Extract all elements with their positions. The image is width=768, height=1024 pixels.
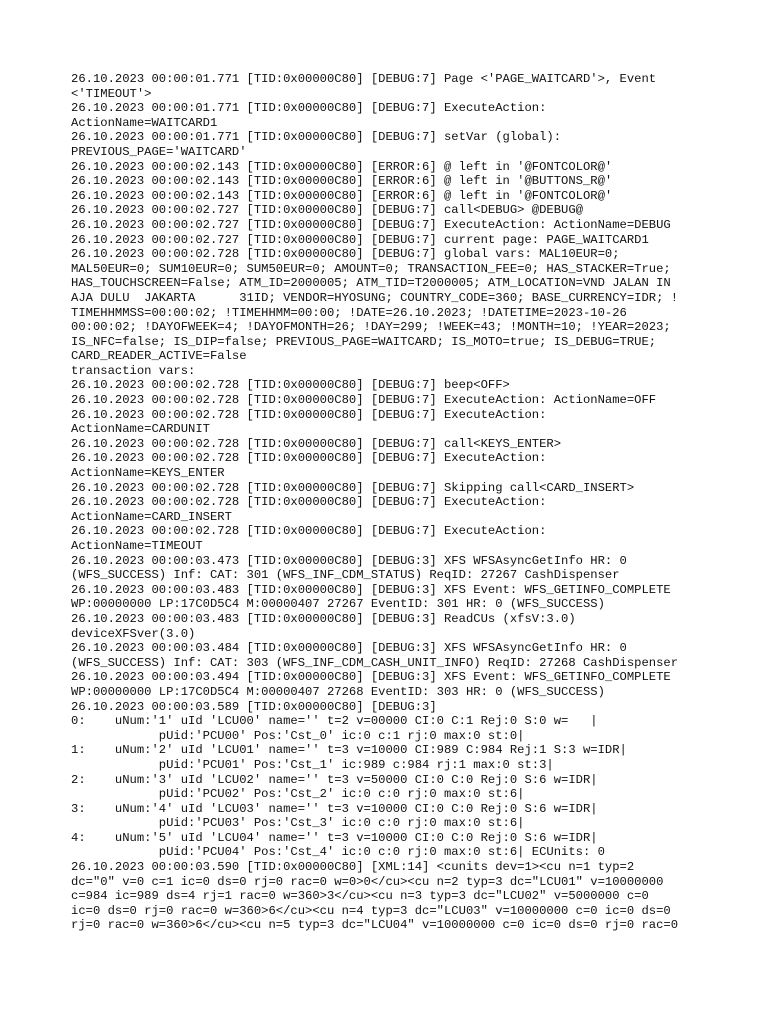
log-line: 26.10.2023 00:00:02.728 [TID:0x00000C80] [DEBUG:7] ExecuteAction: xyxy=(71,495,547,510)
log-line: ActionName=TIMEOUT xyxy=(71,539,203,553)
log-line: 0: uNum:'1' uId 'LCU00' name='' t=2 v=00000 CI:0 C:1 Rej:0 S:0 w= | xyxy=(71,714,598,729)
log-line: WP:00000000 LP:17C0D5C4 M:00000407 27268 EventID: 303 HR: 0 (WFS_SUCCESS) xyxy=(71,684,605,699)
log-line: 26.10.2023 00:00:01.771 [TID:0x00000C80] [DEBUG:7] Page <'PAGE_WAITCARD'>, Event xyxy=(71,72,657,86)
log-line: ActionName=WAITCARD1 xyxy=(71,115,218,130)
log-line: 26.10.2023 00:00:03.590 [TID:0x00000C80] [XML:14] <cunits dev=1><cu n=1 typ=2 xyxy=(71,860,635,875)
log-line: 26.10.2023 00:00:01.771 [TID:0x00000C80] [DEBUG:7] ExecuteAction: xyxy=(71,101,547,116)
log-line: rj=0 rac=0 w=360>6</cu><cu n=5 typ=3 dc="LCU04" v=10000000 c=0 ic=0 ds=0 rj=0 rac=0 xyxy=(71,918,679,933)
log-line: ActionName=KEYS_ENTER xyxy=(71,466,225,481)
log-line: 26.10.2023 00:00:03.494 [TID:0x00000C80] [DEBUG:3] XFS Event: WFS_GETINFO_COMPLETE xyxy=(71,670,671,685)
log-line: IS_NFC=false; IS_DIP=false; PREVIOUS_PAGE=WAITCARD; IS_MOTO=true; IS_DEBUG=TRUE; xyxy=(71,334,657,349)
log-line: PREVIOUS_PAGE='WAITCARD' xyxy=(71,144,247,159)
log-line: 26.10.2023 00:00:02.727 [TID:0x00000C80] [DEBUG:7] current page: PAGE_WAITCARD1 xyxy=(71,232,649,247)
log-line: pUid:'PCU02' Pos:'Cst_2' ic:0 c:0 rj:0 max:0 st:6| xyxy=(71,787,525,802)
log-line: (WFS_SUCCESS) Inf: CAT: 303 (WFS_INF_CDM_CASH_UNIT_INFO) ReqID: 27268 CashDispenser xyxy=(71,655,679,670)
log-line: 26.10.2023 00:00:03.473 [TID:0x00000C80] [DEBUG:3] XFS WFSAsyncGetInfo HR: 0 xyxy=(71,553,627,568)
log-line: TIMEHHMMSS=00:00:02; !TIMEHHMM=00:00; !DATE=26.10.2023; !DATETIME=2023-10-26 xyxy=(71,305,627,320)
log-line: 26.10.2023 00:00:02.728 [TID:0x00000C80] [DEBUG:7] call<KEYS_ENTER> xyxy=(71,436,562,451)
log-line: CARD_READER_ACTIVE=False xyxy=(71,349,247,364)
log-line: 26.10.2023 00:00:01.771 [TID:0x00000C80] [DEBUG:7] setVar (global): xyxy=(71,130,562,145)
log-line: 26.10.2023 00:00:03.589 [TID:0x00000C80] [DEBUG:3] xyxy=(71,699,437,714)
log-line: 1: uNum:'2' uId 'LCU01' name='' t=3 v=10000 CI:989 C:984 Rej:1 S:3 w=IDR| xyxy=(71,743,627,758)
log-line: AJA DULU JAKARTA 31ID; VENDOR=HYOSUNG; COUNTRY_CODE=360; BASE_CURRENCY=IDR; ! xyxy=(71,290,679,305)
log-line: 2: uNum:'3' uId 'LCU02' name='' t=3 v=50000 CI:0 C:0 Rej:0 S:6 w=IDR| xyxy=(71,772,598,787)
log-line: (WFS_SUCCESS) Inf: CAT: 301 (WFS_INF_CDM_STATUS) ReqID: 27267 CashDispenser xyxy=(71,568,620,583)
log-line: 26.10.2023 00:00:02.728 [TID:0x00000C80] [DEBUG:7] ExecuteAction: ActionName=OFF xyxy=(71,393,657,408)
log-line: <'TIMEOUT'> xyxy=(71,86,152,101)
log-line: 26.10.2023 00:00:02.728 [TID:0x00000C80] [DEBUG:7] ExecuteAction: xyxy=(71,524,547,539)
log-line: 4: uNum:'5' uId 'LCU04' name='' t=3 v=10000 CI:0 C:0 Rej:0 S:6 w=IDR| xyxy=(71,830,598,845)
log-line: pUid:'PCU03' Pos:'Cst_3' ic:0 c:0 rj:0 max:0 st:6| xyxy=(71,816,525,831)
log-line: 26.10.2023 00:00:02.728 [TID:0x00000C80] [DEBUG:7] Skipping call<CARD_INSERT> xyxy=(71,480,635,495)
log-line: pUid:'PCU04' Pos:'Cst_4' ic:0 c:0 rj:0 max:0 st:6| ECUnits: 0 xyxy=(71,845,605,860)
log-line: 26.10.2023 00:00:02.728 [TID:0x00000C80] [DEBUG:7] ExecuteAction: xyxy=(71,407,547,422)
log-line: 26.10.2023 00:00:03.484 [TID:0x00000C80] [DEBUG:3] XFS WFSAsyncGetInfo HR: 0 xyxy=(71,641,627,656)
log-line: 26.10.2023 00:00:02.143 [TID:0x00000C80] [ERROR:6] @ left in '@FONTCOLOR@' xyxy=(71,159,613,174)
log-line: 26.10.2023 00:00:02.143 [TID:0x00000C80] [ERROR:6] @ left in '@BUTTONS_R@' xyxy=(71,174,613,189)
log-line: 26.10.2023 00:00:03.483 [TID:0x00000C80] [DEBUG:3] ReadCUs (xfsV:3.0) xyxy=(71,611,576,626)
log-line: HAS_TOUCHSCREEN=False; ATM_ID=2000005; ATM_TID=T2000005; ATM_LOCATION=VND JALAN IN xyxy=(71,276,671,291)
log-line: 26.10.2023 00:00:03.483 [TID:0x00000C80] [DEBUG:3] XFS Event: WFS_GETINFO_COMPLETE xyxy=(71,582,671,597)
log-line: deviceXFSver(3.0) xyxy=(71,626,196,641)
log-line: ActionName=CARD_INSERT xyxy=(71,509,232,524)
log-line: 26.10.2023 00:00:02.727 [TID:0x00000C80] [DEBUG:7] ExecuteAction: ActionName=DEBUG xyxy=(71,217,671,232)
log-line: 3: uNum:'4' uId 'LCU03' name='' t=3 v=10000 CI:0 C:0 Rej:0 S:6 w=IDR| xyxy=(71,801,598,816)
log-text-block xyxy=(71,72,761,933)
log-line: pUid:'PCU01' Pos:'Cst_1' ic:989 c:984 rj:1 max:0 st:3| xyxy=(71,757,554,772)
log-line: 26.10.2023 00:00:02.728 [TID:0x00000C80] [DEBUG:7] beep<OFF> xyxy=(71,378,510,393)
log-line: 00:00:02; !DAYOFWEEK=4; !DAYOFMONTH=26; !DAY=299; !WEEK=43; !MONTH=10; !YEAR=2023; xyxy=(71,320,671,335)
log-line: 26.10.2023 00:00:02.727 [TID:0x00000C80] [DEBUG:7] call<DEBUG> @DEBUG@ xyxy=(71,203,583,218)
log-line: 26.10.2023 00:00:02.728 [TID:0x00000C80] [DEBUG:7] global vars: MAL10EUR=0; xyxy=(71,247,620,262)
log-line: ic=0 ds=0 rj=0 rac=0 w=360>6</cu><cu n=4 typ=3 dc="LCU03" v=10000000 c=0 ic=0 ds=0 xyxy=(71,903,671,918)
log-line: MAL50EUR=0; SUM10EUR=0; SUM50EUR=0; AMOUNT=0; TRANSACTION_FEE=0; HAS_STACKER=True; xyxy=(71,261,671,276)
log-line: dc="0" v=0 c=1 ic=0 ds=0 rj=0 rac=0 w=0>0</cu><cu n=2 typ=3 dc="LCU01" v=10000000 xyxy=(71,874,664,889)
log-line: ActionName=CARDUNIT xyxy=(71,422,210,437)
log-line: WP:00000000 LP:17C0D5C4 M:00000407 27267 EventID: 301 HR: 0 (WFS_SUCCESS) xyxy=(71,597,605,612)
log-line: transaction vars: xyxy=(71,363,196,378)
log-line: c=984 ic=989 ds=4 rj=1 rac=0 w=360>3</cu><cu n=3 typ=3 dc="LCU02" v=5000000 c=0 xyxy=(71,889,649,904)
log-line: pUid:'PCU00' Pos:'Cst_0' ic:0 c:1 rj:0 max:0 st:0| xyxy=(71,728,525,743)
log-line: 26.10.2023 00:00:02.728 [TID:0x00000C80] [DEBUG:7] ExecuteAction: xyxy=(71,451,547,466)
log-line: 26.10.2023 00:00:02.143 [TID:0x00000C80] [ERROR:6] @ left in '@FONTCOLOR@' xyxy=(71,188,613,203)
